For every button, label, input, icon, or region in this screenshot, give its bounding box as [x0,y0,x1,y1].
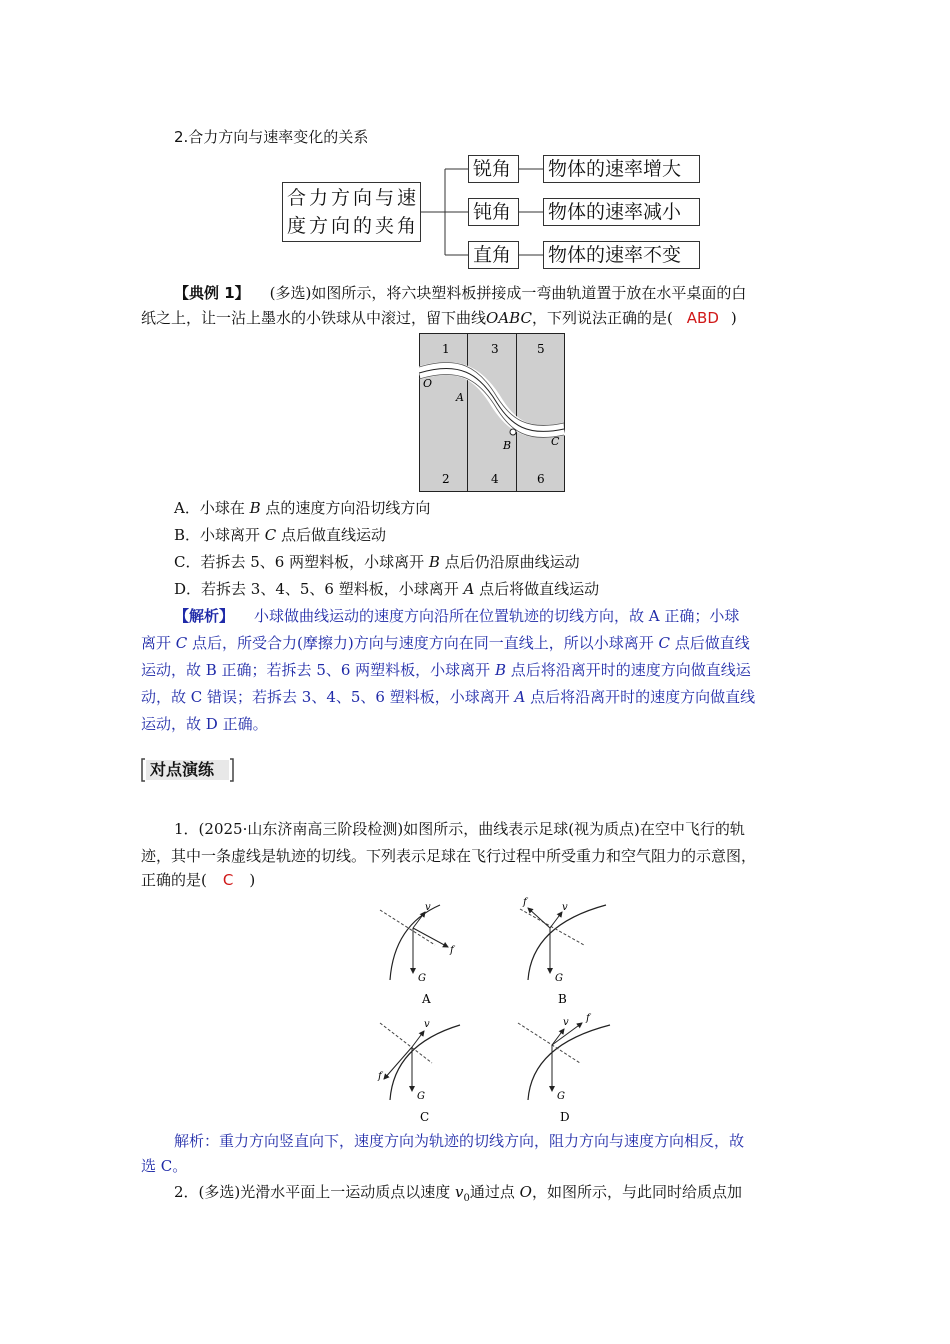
angle-box-right: 直角 [468,241,519,269]
svg-text:G: G [418,973,426,984]
ball-at-B [510,429,516,435]
diagram-root-line2: 度方向的夹角 [287,215,416,237]
analysis-line-5: 运动，故 D 正确。 [141,715,268,733]
angle-box-obtuse: 钝角 [468,198,519,226]
q1-analysis-line-2: 选 C。 [141,1157,188,1175]
svg-text:v: v [424,1019,430,1030]
svg-text:f: f [378,1071,382,1082]
example-line-1: 【典例 1】 (多选)如图所示，将六块塑料板拼接成一弯曲轨道置于放在水平桌面的白 [174,284,747,302]
q1-answer: C [222,871,234,889]
point-label-A: A [456,391,464,404]
diagram-root-box [282,182,421,242]
svg-text:D: D [560,1110,570,1124]
q1-line-2: 迹，其中一条虚线是轨迹的切线。下列表示足球在飞行过程中所受重力和空气阻力的示意图， [141,847,757,865]
point-label-O: O [423,377,433,390]
practice-header [140,757,235,783]
svg-text:G: G [557,1091,565,1102]
svg-text:v: v [425,902,431,913]
example-tag: 【典例 1】 [174,284,250,302]
svg-text:G: G [555,973,563,984]
point-label-C: C [551,435,560,448]
angle-box-acute: 锐角 [468,155,519,183]
panel-label-1: 1 [442,342,450,356]
result-box-decrease: 物体的速率减小 [543,198,700,226]
diagram-A [380,902,456,1006]
result-box-increase: 物体的速率增大 [543,155,700,183]
panel-label-6: 6 [537,472,545,486]
analysis-line-2: 离开 C 点后，所受合力(摩擦力)方向与速度方向在同一直线上，所以小球离开 C 点后做直线 [141,634,750,652]
svg-text:B: B [558,992,567,1006]
panel-label-3: 3 [491,342,499,356]
q1-line-1: 1．(2025·山东济南高三阶段检测)如图所示，曲线表示足球(视为质点)在空中飞行的轨 [174,820,745,838]
option-c: C．若拆去 5、6 两塑料板，小球离开 B 点后仍沿原曲线运动 [174,553,580,571]
practice-header-text: 对点演练 [150,760,215,779]
diagram-D [518,1013,610,1124]
result-box-constant: 物体的速率不变 [543,241,700,269]
section-heading: 2.合力方向与速率变化的关系 [174,128,369,146]
force-diagrams [370,895,630,1130]
analysis-line-3: 运动，故 B 正确；若拆去 5、6 两塑料板，小球离开 B 点后将沿离开时的速度方向做直线运 [141,661,751,679]
diagram-root-line1: 合力方向与速 [287,187,416,209]
q1-line-3: 正确的是( C ) [141,871,256,889]
track-figure [419,333,565,493]
diagram-connectors [0,0,950,280]
svg-text:G: G [417,1091,425,1102]
example-answer: ABD [686,309,719,327]
svg-text:f: f [586,1013,590,1024]
svg-text:A: A [422,992,431,1006]
svg-text:f: f [450,945,454,956]
svg-text:v: v [562,902,568,913]
panel-label-4: 4 [491,472,499,486]
option-d: D．若拆去 3、4、5、6 塑料板，小球离开 A 点后将做直线运动 [174,580,600,598]
diagram-B [520,897,606,1006]
option-a: A．小球在 B 点的速度方向沿切线方向 [174,499,431,517]
panel-label-5: 5 [537,342,545,356]
q2-line-1: 2．(多选)光滑水平面上一运动质点以速度 $v_0$通过点 O，如图所示，与此同时给质点加 [174,1183,742,1204]
diagram-C [377,1019,460,1124]
svg-text:C: C [420,1110,430,1124]
point-label-B: B [503,439,512,452]
panel-label-2: 2 [442,472,450,486]
q1-analysis-line-1: 解析：重力方向竖直向下，速度方向为轨迹的切线方向，阻力方向与速度方向相反，故 [174,1132,745,1150]
svg-text:f: f [523,897,527,908]
analysis-line-1: 【解析】 小球做曲线运动的速度方向沿所在位置轨迹的切线方向，故 A 正确；小球 [174,607,740,625]
analysis-line-4: 动，故 C 错误；若拆去 3、4、5、6 塑料板，小球离开 A 点后将沿离开时的速度方向做直线 [141,688,756,706]
svg-text:v: v [563,1017,569,1028]
track-board [420,334,565,492]
example-line-2: 纸之上，让一沾上墨水的小铁球从中滚过，留下曲线OABC，下列说法正确的是( ABD ) [141,309,737,327]
option-b: B．小球离开 C 点后做直线运动 [174,526,387,544]
analysis-tag: 【解析】 [174,607,235,625]
